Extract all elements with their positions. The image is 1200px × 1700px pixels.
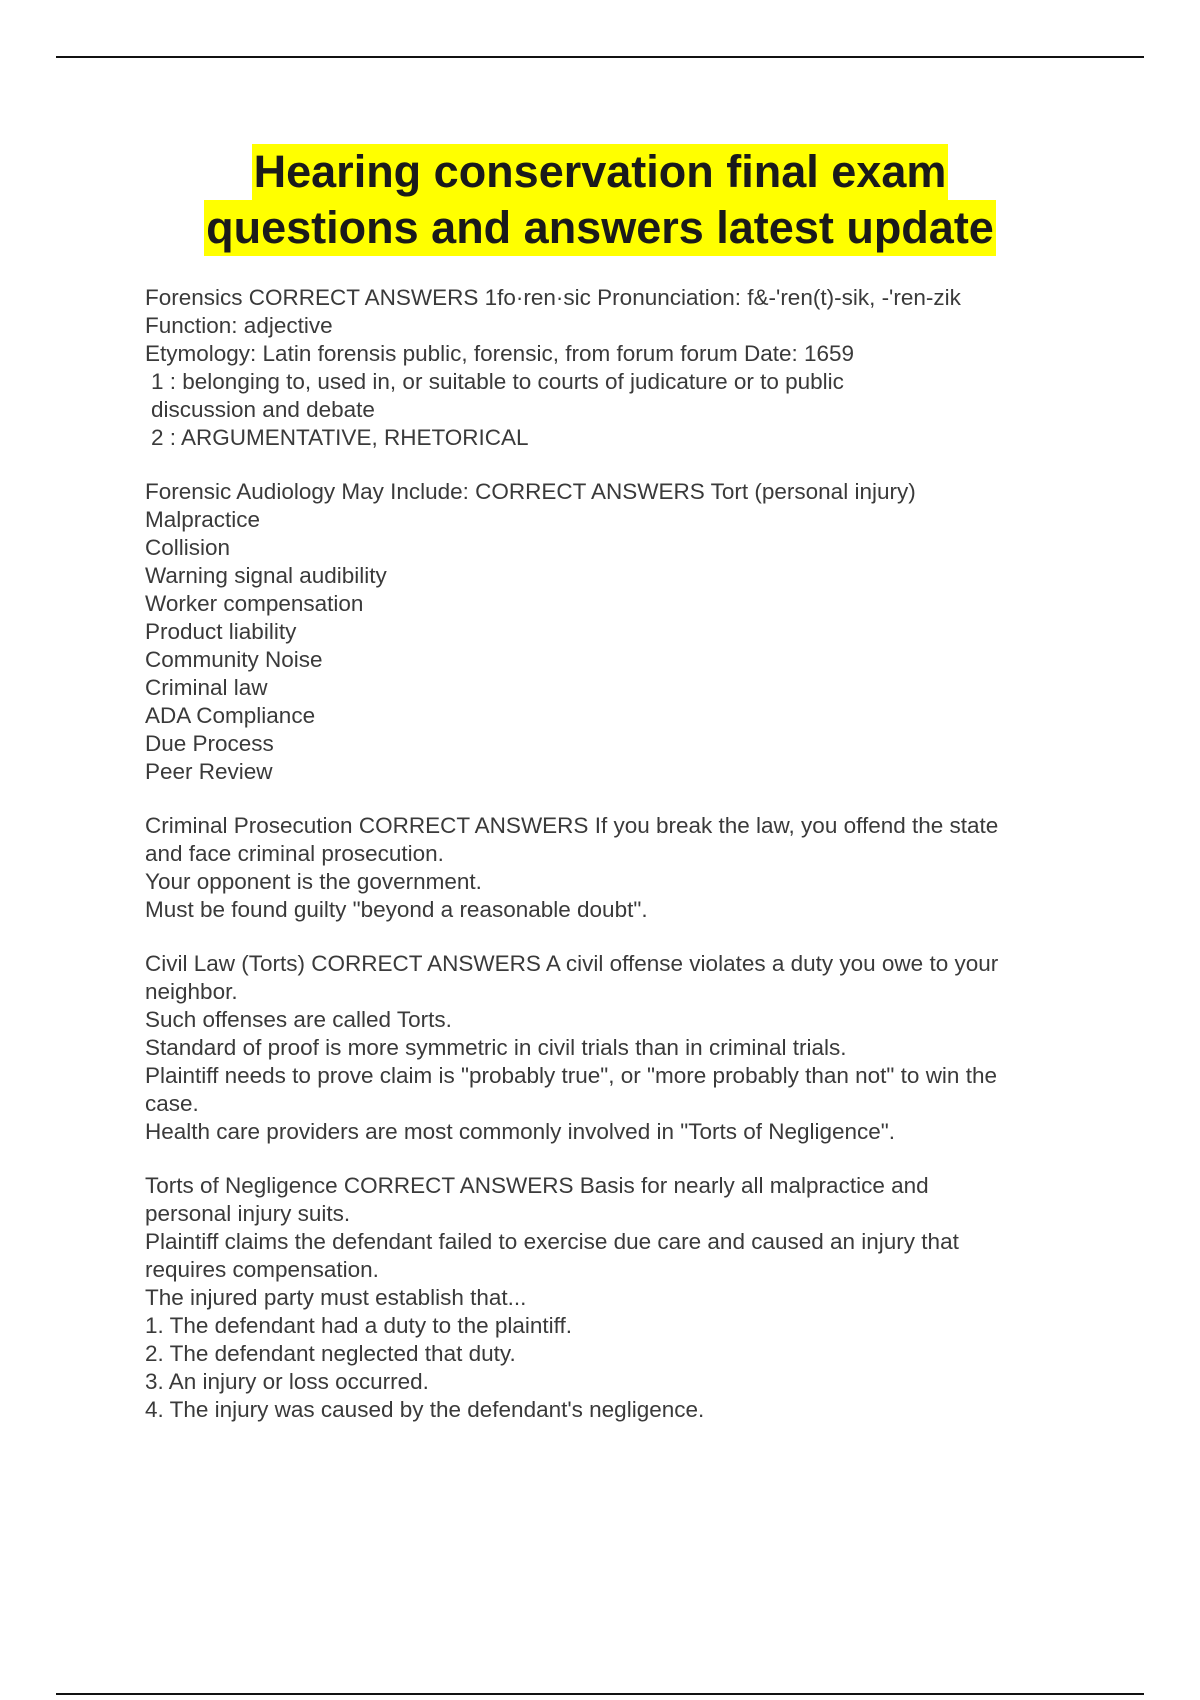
qa-line: 3. An injury or loss occurred. — [145, 1369, 429, 1394]
qa-line: Your opponent is the government. — [145, 869, 482, 894]
qa-line: Worker compensation — [145, 591, 364, 616]
qa-line: Due Process — [145, 731, 274, 756]
qa-line: Standard of proof is more symmetric in civil trials than in criminal trials. — [145, 1035, 847, 1060]
qa-line: 2 : ARGUMENTATIVE, RHETORICAL — [151, 425, 529, 450]
qa-line: Forensics CORRECT ANSWERS 1fo·ren·sic Pronunciation: f&-'ren(t)-sik, -'ren-zik — [145, 285, 961, 310]
qa-line: Must be found guilty "beyond a reasonable doubt". — [145, 897, 648, 922]
bottom-rule — [56, 1693, 1144, 1695]
qa-line: Health care providers are most commonly involved in "Torts of Negligence". — [145, 1119, 896, 1144]
qa-line: Product liability — [145, 619, 297, 644]
qa-forensic-audiology — [145, 478, 1085, 786]
qa-civil-law — [145, 950, 1085, 1146]
document-body — [145, 284, 1085, 1450]
qa-line: Function: adjective — [145, 313, 333, 338]
qa-line: 1. The defendant had a duty to the plaintiff. — [145, 1313, 572, 1338]
qa-torts-of-negligence — [145, 1172, 1085, 1424]
document-title — [0, 144, 1200, 256]
qa-line: discussion and debate — [151, 397, 375, 422]
qa-line: Criminal Prosecution CORRECT ANSWERS If you break the law, you offend the state — [145, 813, 999, 838]
qa-line: 1 : belonging to, used in, or suitable to courts of judicature or to public — [151, 369, 844, 394]
qa-line: requires compensation. — [145, 1257, 379, 1282]
qa-line: Community Noise — [145, 647, 323, 672]
qa-line: Criminal law — [145, 675, 268, 700]
qa-line: neighbor. — [145, 979, 238, 1004]
qa-line: The injured party must establish that... — [145, 1285, 527, 1310]
title-line-2: questions and answers latest update — [204, 200, 996, 256]
qa-line: personal injury suits. — [145, 1201, 351, 1226]
qa-line: Malpractice — [145, 507, 261, 532]
qa-line: 2. The defendant neglected that duty. — [145, 1341, 516, 1366]
qa-line: Peer Review — [145, 759, 273, 784]
qa-line: Warning signal audibility — [145, 563, 387, 588]
qa-line: and face criminal prosecution. — [145, 841, 444, 866]
qa-line: case. — [145, 1091, 199, 1116]
top-rule — [56, 56, 1144, 58]
qa-line: Forensic Audiology May Include: CORRECT ANSWERS Tort (personal injury) — [145, 479, 916, 504]
qa-line: Collision — [145, 535, 231, 560]
qa-criminal-prosecution — [145, 812, 1085, 924]
qa-forensics — [145, 284, 1085, 452]
qa-line: Such offenses are called Torts. — [145, 1007, 452, 1032]
title-line-1: Hearing conservation final exam — [252, 144, 949, 200]
qa-line: Plaintiff needs to prove claim is "probably true", or "more probably than not" to win the — [145, 1063, 997, 1088]
qa-line: Etymology: Latin forensis public, forensic, from forum forum Date: 1659 — [145, 341, 855, 366]
qa-line: Civil Law (Torts) CORRECT ANSWERS A civil offense violates a duty you owe to your — [145, 951, 999, 976]
qa-line: 4. The injury was caused by the defendant's negligence. — [145, 1397, 705, 1422]
qa-line: Torts of Negligence CORRECT ANSWERS Basis for nearly all malpractice and — [145, 1173, 929, 1198]
qa-line: Plaintiff claims the defendant failed to exercise due care and caused an injury that — [145, 1229, 959, 1254]
qa-line: ADA Compliance — [145, 703, 316, 728]
